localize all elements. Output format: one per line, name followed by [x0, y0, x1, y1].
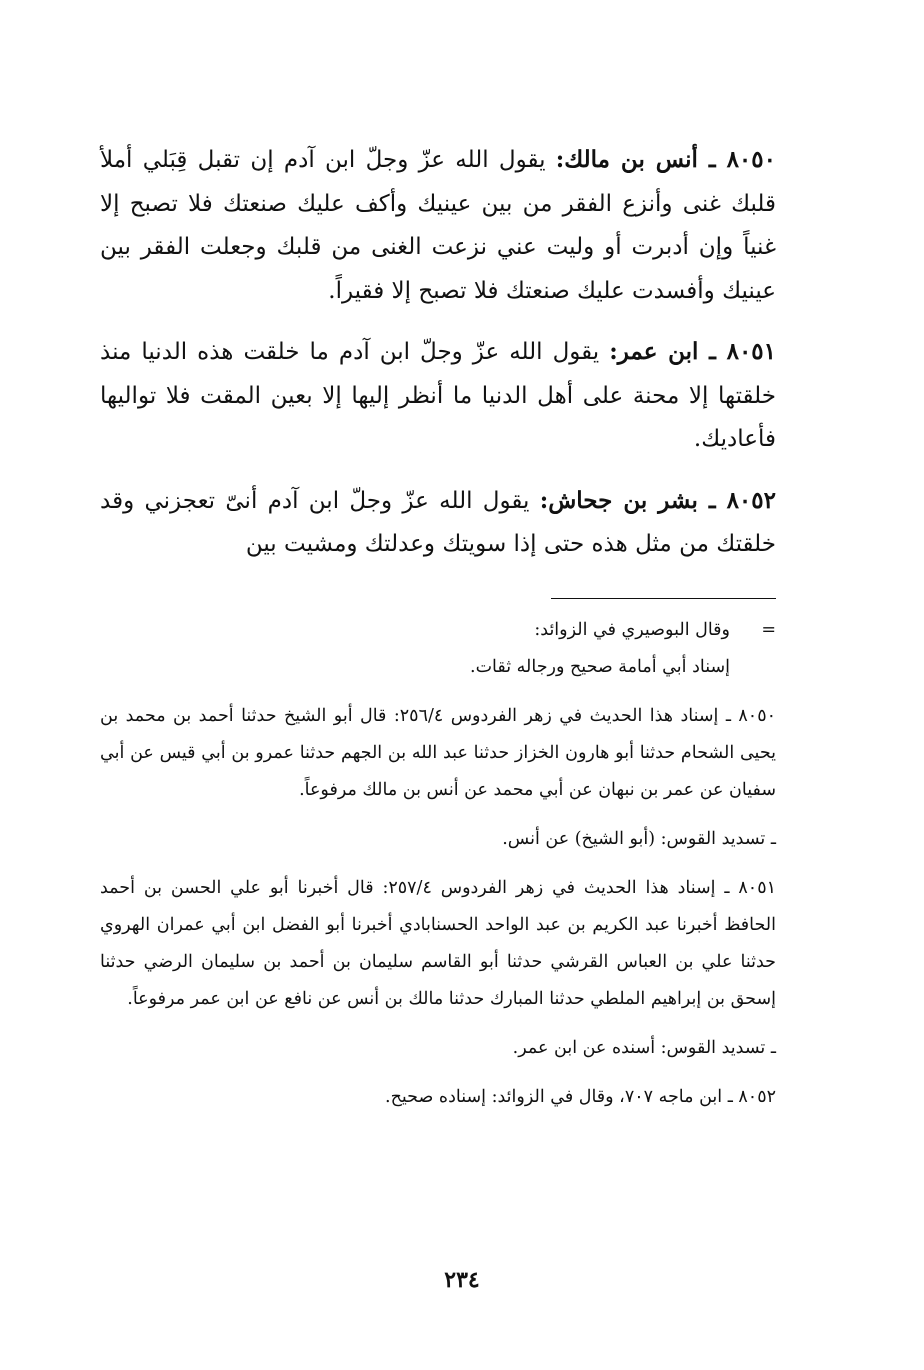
- continuation-line: =وقال البوصيري في الزوائد:: [100, 612, 776, 649]
- footnote-8052: ٨٠٥٢ ـ ابن ماجه ٧٠٧، وقال في الزوائد: إسناده صحيح.: [385, 1087, 776, 1107]
- hadith-entry-8051: [100, 330, 776, 462]
- hadith-body: يقول الله عزّ وجلّ ابن آدم ما خلقت هذه الدنيا منذ خلقتها إلا محنة على أهل الدنيا ما أنظر إليها إلا بعين المقت فلا تواليها فأعاديك.: [100, 339, 776, 452]
- footnote-8050-tasdid: ـ تسديد القوس: (أبو الشيخ) عن أنس.: [502, 829, 776, 849]
- hadith-body: يقول الله عزّ وجلّ ابن آدم أنىّ تعجزني وقد خلقتك من مثل هذه حتى إذا سويتك وعدلتك ومشيت بين: [100, 487, 776, 557]
- main-text: [100, 138, 776, 584]
- document-page: [100, 0, 776, 1370]
- hadith-heading: ٨٠٥٢ ـ بشر بن جحاش:: [539, 486, 776, 514]
- footnotes: [100, 612, 776, 1128]
- page-number: ٢٣٤: [444, 1267, 480, 1293]
- footnote-continuation: [100, 612, 776, 686]
- continuation-line: إسناد أبي أمامة صحيح ورجاله ثقات.: [470, 657, 730, 677]
- footnote-8051: ٨٠٥١ ـ إسناد هذا الحديث في زهر الفردوس ٢٥٧/٤: قال أخبرنا أبو علي الحسن بن أحمد الحافظ أخبرنا عبد الكريم بن عبد الواحد الحسنابادي أخبرنا أبو الفضل ابن أبي عمران الهروي حدثنا علي بن العباس القرشي حدثنا أبو القاسم سليمان بن أحمد بن سليمان الرضي حدثنا إسحق بن إبراهيم الملطي حدثنا المبارك حدثنا مالك بن أنس عن نافع عن ابن عمر مرفوعاً.: [100, 878, 776, 1009]
- continuation-marker: =: [761, 620, 776, 640]
- hadith-entry-8052: [100, 479, 776, 567]
- hadith-entry-8050: [100, 138, 776, 313]
- footnote-8051-tasdid: ـ تسديد القوس: أسنده عن ابن عمر.: [512, 1038, 776, 1058]
- hadith-heading: ٨٠٥٠ ـ أنس بن مالك:: [555, 146, 776, 173]
- hadith-heading: ٨٠٥١ ـ ابن عمر:: [609, 338, 777, 365]
- hadith-body: يقول الله عزّ وجلّ ابن آدم إن تقبل قِبَلي أملأ قلبك غنى وأنزع الفقر من بين عينيك وأكف عليك صنعتك فلا تصبح إلا غنياً وإن أدبرت أو وليت عني نزعت الغنى من قلبك وجعلت الفقر بين عينيك وأفسدت عليك صنعتك فلا تصبح إلا فقيراً.: [100, 147, 776, 304]
- footnote-8050: ٨٠٥٠ ـ إسناد هذا الحديث في زهر الفردوس ٢٥٦/٤: قال أبو الشيخ حدثنا أحمد بن محمد بن يحيى الشحام حدثنا أبو هارون الخزاز حدثنا عبد الله بن الجهم حدثنا عمرو بن أبي قيس عن أبي سفيان عن عمر بن نبهان عن أبي محمد عن أنس بن مالك مرفوعاً.: [100, 706, 776, 800]
- footnote-divider: [551, 598, 776, 599]
